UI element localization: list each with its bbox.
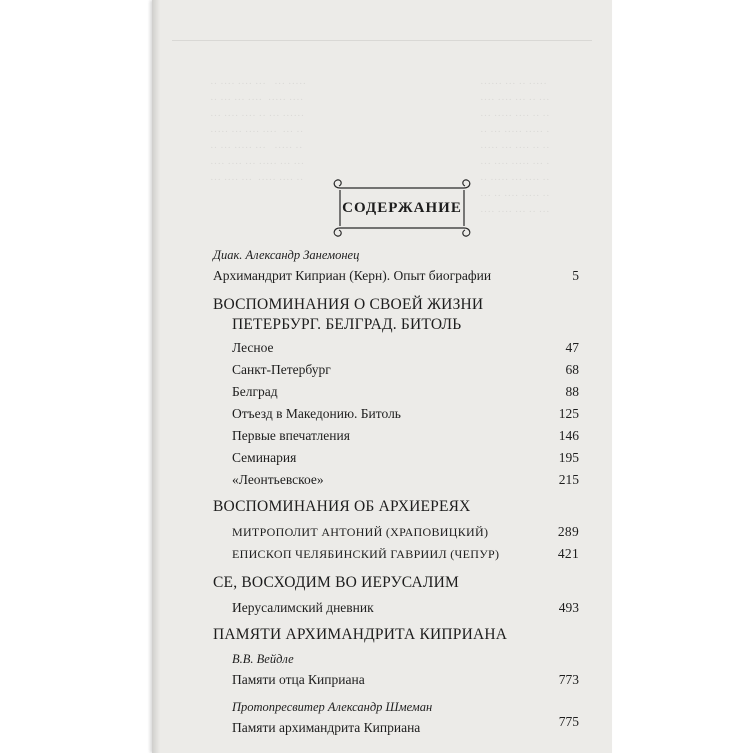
toc-entry[interactable] [213,268,579,284]
section-heading: ПАМЯТИ АРХИМАНДРИТА КИПРИАНА [213,626,508,643]
toc-entry-title: Белград [232,384,278,399]
toc-entry[interactable] [232,362,579,378]
running-header-rule [172,40,592,41]
toc-entry[interactable] [232,406,579,422]
toc-entry-page: 421 [557,546,579,561]
toc-entry[interactable] [232,524,579,540]
entry-author: В.В. Вейдле [232,652,294,666]
toc-entry[interactable] [232,600,579,616]
toc-entry-title: Санкт-Петербург [232,362,331,377]
toc-entry-title: Архимандрит Киприан (Керн). Опыт биографии [213,268,492,283]
toc-entry-title: Лесное [232,340,274,355]
toc-entry-page: 68 [565,362,579,377]
toc-entry[interactable] [232,672,579,688]
page-gutter-shadow [152,0,160,753]
section-subheading: ПЕТЕРБУРГ. БЕЛГРАД. БИТОЛЬ [232,316,462,333]
toc-entry-title: Первые впечатления [232,428,350,443]
toc-title: СОДЕРЖАНИЕ [342,200,462,216]
toc-entry-title: Памяти отца Киприана [232,672,365,687]
toc-entry-page: 125 [558,406,579,421]
toc-entry[interactable] [232,450,579,466]
toc-entry-page: 195 [558,450,579,465]
toc-entry-title: Иерусалимский дневник [232,600,374,615]
section-heading: ВОСПОМИНАНИЯ ОБ АРХИЕРЕЯХ [213,498,471,515]
toc-entry[interactable] [232,472,579,488]
toc-entry-title: «Леонтьевское» [232,472,324,487]
toc-entry-title: Отъезд в Македонию. Битоль [232,406,401,421]
toc-entry[interactable] [232,714,579,736]
toc-entry-title: МИТРОПОЛИТ АНТОНИЙ (ХРАПОВИЦКИЙ) [232,525,489,539]
section-heading: ВОСПОМИНАНИЯ О СВОЕЙ ЖИЗНИ [213,296,484,313]
toc-entry-page: 289 [557,524,579,539]
toc-entry-page: 215 [558,472,579,487]
toc-entry[interactable] [232,340,579,356]
toc-entry-page: 773 [558,672,579,687]
toc-entry-title: Памяти архимандрита Киприана [232,720,421,735]
toc-entry[interactable] [232,428,579,444]
toc-entry-page: 493 [558,600,579,615]
toc-entry-page: 47 [565,340,579,355]
toc-entry[interactable] [232,384,579,400]
entry-author: Протопресвитер Александр Шмеман [232,700,433,714]
section-heading: СЕ, ВОСХОДИМ ВО ИЕРУСАЛИМ [213,574,459,591]
toc-entry-title: ЕПИСКОП ЧЕЛЯБИНСКИЙ ГАВРИИЛ (ЧЕПУР) [232,547,500,561]
toc-entry-page: 775 [558,714,579,729]
toc-entry[interactable] [232,546,579,562]
toc-entry-page: 146 [558,428,579,443]
toc-entry-title: Семинария [232,450,297,465]
toc-entry-page: 88 [565,384,579,399]
intro-author: Диак. Александр Занемонец [213,248,360,262]
toc-entry-page: 5 [572,268,579,283]
